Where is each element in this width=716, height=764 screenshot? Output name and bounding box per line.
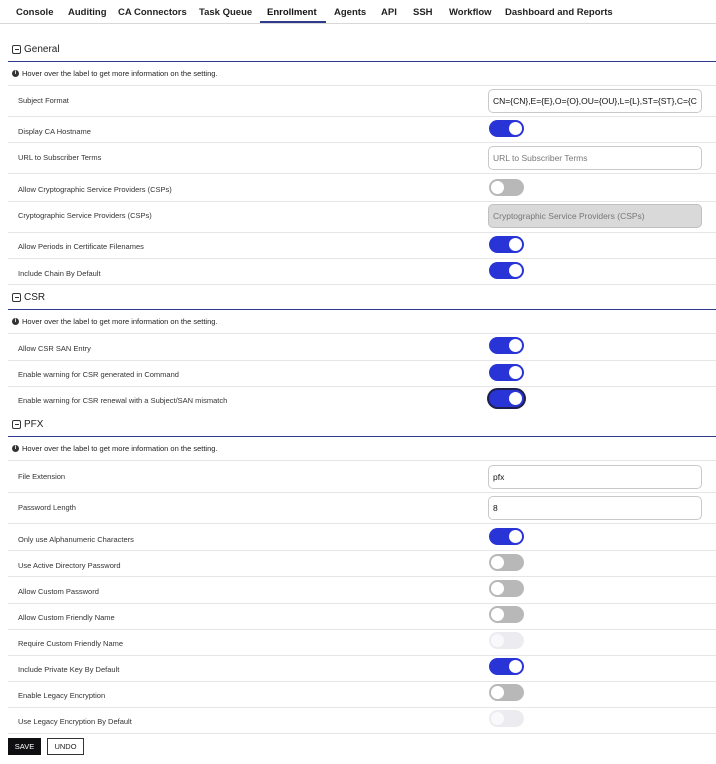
enrollment-tab-bar — [0, 0, 716, 24]
label-ad-password: Use Active Directory Password — [18, 561, 121, 570]
label-legacy-encryption: Enable Legacy Encryption — [18, 691, 106, 700]
allow-periods-toggle[interactable] — [489, 236, 524, 253]
legacy-default-toggle — [489, 710, 524, 727]
tab-enrollment[interactable]: Enrollment — [267, 7, 317, 18]
hint-text: Hover over the label to get more information on the setting. — [22, 316, 218, 326]
row-divider — [8, 258, 716, 259]
row-divider — [8, 460, 716, 461]
hint-pfx — [12, 441, 218, 455]
warn-csr-command-toggle[interactable] — [489, 364, 524, 381]
row-divider — [8, 681, 716, 682]
row-divider — [8, 360, 716, 361]
row-divider — [8, 333, 716, 334]
file-extension-input[interactable] — [488, 465, 702, 489]
label-allow-periods: Allow Periods in Certificate Filenames — [18, 242, 144, 251]
section-header-pfx[interactable] — [12, 414, 716, 434]
row-divider — [8, 492, 716, 493]
row-divider — [8, 733, 716, 734]
row-divider — [8, 550, 716, 551]
tab-dashboard-and-reports[interactable]: Dashboard and Reports — [505, 7, 613, 18]
row-divider — [8, 629, 716, 630]
label-warn-csr-command: Enable warning for CSR generated in Command — [18, 370, 179, 379]
require-friendly-toggle — [489, 632, 524, 649]
section-title-general: General — [24, 43, 60, 55]
tab-ca-connectors[interactable]: CA Connectors — [118, 7, 187, 18]
display-ca-hostname-toggle[interactable] — [489, 120, 524, 137]
custom-password-toggle[interactable] — [489, 580, 524, 597]
warn-csr-renewal-toggle[interactable] — [489, 390, 524, 407]
ad-password-toggle[interactable] — [489, 554, 524, 571]
row-divider — [8, 603, 716, 604]
label-password-length: Password Length — [18, 503, 76, 512]
section-title-pfx: PFX — [24, 418, 44, 430]
tab-workflow[interactable]: Workflow — [449, 7, 492, 18]
tab-ssh[interactable]: SSH — [413, 7, 433, 18]
label-url-subscriber-terms: URL to Subscriber Terms — [18, 153, 102, 162]
password-length-input[interactable] — [488, 496, 702, 520]
label-allow-csps: Allow Cryptographic Service Providers (CSPs) — [18, 185, 172, 194]
row-divider — [8, 707, 716, 708]
label-warn-csr-renewal: Enable warning for CSR renewal with a Subject/SAN mismatch — [18, 396, 228, 405]
section-title-csr: CSR — [24, 291, 46, 303]
label-require-friendly: Require Custom Friendly Name — [18, 639, 124, 648]
section-header-general[interactable] — [12, 39, 716, 59]
alnum-only-toggle[interactable] — [489, 528, 524, 545]
row-divider — [8, 523, 716, 524]
label-file-extension: File Extension — [18, 472, 66, 481]
label-csps: Cryptographic Service Providers (CSPs) — [18, 211, 152, 220]
allow-csr-san-toggle[interactable] — [489, 337, 524, 354]
info-icon: i — [12, 70, 19, 77]
legacy-encryption-toggle[interactable] — [489, 684, 524, 701]
section-header-csr[interactable] — [12, 287, 716, 307]
collapse-icon[interactable] — [12, 293, 21, 302]
row-divider — [8, 173, 716, 174]
label-legacy-default: Use Legacy Encryption By Default — [18, 717, 132, 726]
include-chain-toggle[interactable] — [489, 262, 524, 279]
csps-input — [488, 204, 702, 228]
row-divider — [8, 85, 716, 86]
info-icon: i — [12, 445, 19, 452]
label-custom-friendly: Allow Custom Friendly Name — [18, 613, 115, 622]
row-divider — [8, 655, 716, 656]
label-custom-password: Allow Custom Password — [18, 587, 99, 596]
undo-button[interactable]: UNDO — [47, 738, 84, 755]
label-subject-format: Subject Format — [18, 96, 69, 105]
active-tab-underline — [260, 21, 326, 23]
label-alnum-only: Only use Alphanumeric Characters — [18, 535, 134, 544]
url-subscriber-terms-input[interactable] — [488, 146, 702, 170]
hint-text: Hover over the label to get more information on the setting. — [22, 68, 218, 78]
save-button[interactable]: SAVE — [8, 738, 41, 755]
row-divider — [8, 284, 716, 285]
hint-csr — [12, 314, 218, 328]
row-divider — [8, 386, 716, 387]
label-display-ca-hostname: Display CA Hostname — [18, 127, 91, 136]
allow-csps-toggle[interactable] — [489, 179, 524, 196]
row-divider — [8, 116, 716, 117]
tab-api[interactable]: API — [381, 7, 397, 18]
collapse-icon[interactable] — [12, 45, 21, 54]
label-allow-csr-san: Allow CSR SAN Entry — [18, 344, 91, 353]
tab-agents[interactable]: Agents — [334, 7, 367, 18]
label-private-key: Include Private Key By Default — [18, 665, 120, 674]
row-divider — [8, 201, 716, 202]
custom-friendly-toggle[interactable] — [489, 606, 524, 623]
tab-task-queue[interactable]: Task Queue — [199, 7, 253, 18]
hint-text: Hover over the label to get more information on the setting. — [22, 443, 218, 453]
hint-general — [12, 66, 218, 80]
tab-auditing[interactable]: Auditing — [68, 7, 107, 18]
section-divider — [8, 309, 716, 310]
private-key-toggle[interactable] — [489, 658, 524, 675]
row-divider — [8, 232, 716, 233]
info-icon: i — [12, 318, 19, 325]
row-divider — [8, 576, 716, 577]
row-divider — [8, 142, 716, 143]
section-divider — [8, 436, 716, 437]
tab-console[interactable]: Console — [16, 7, 54, 18]
collapse-icon[interactable] — [12, 420, 21, 429]
section-divider — [8, 61, 716, 62]
subject-format-input[interactable] — [488, 89, 702, 113]
label-include-chain: Include Chain By Default — [18, 269, 101, 278]
